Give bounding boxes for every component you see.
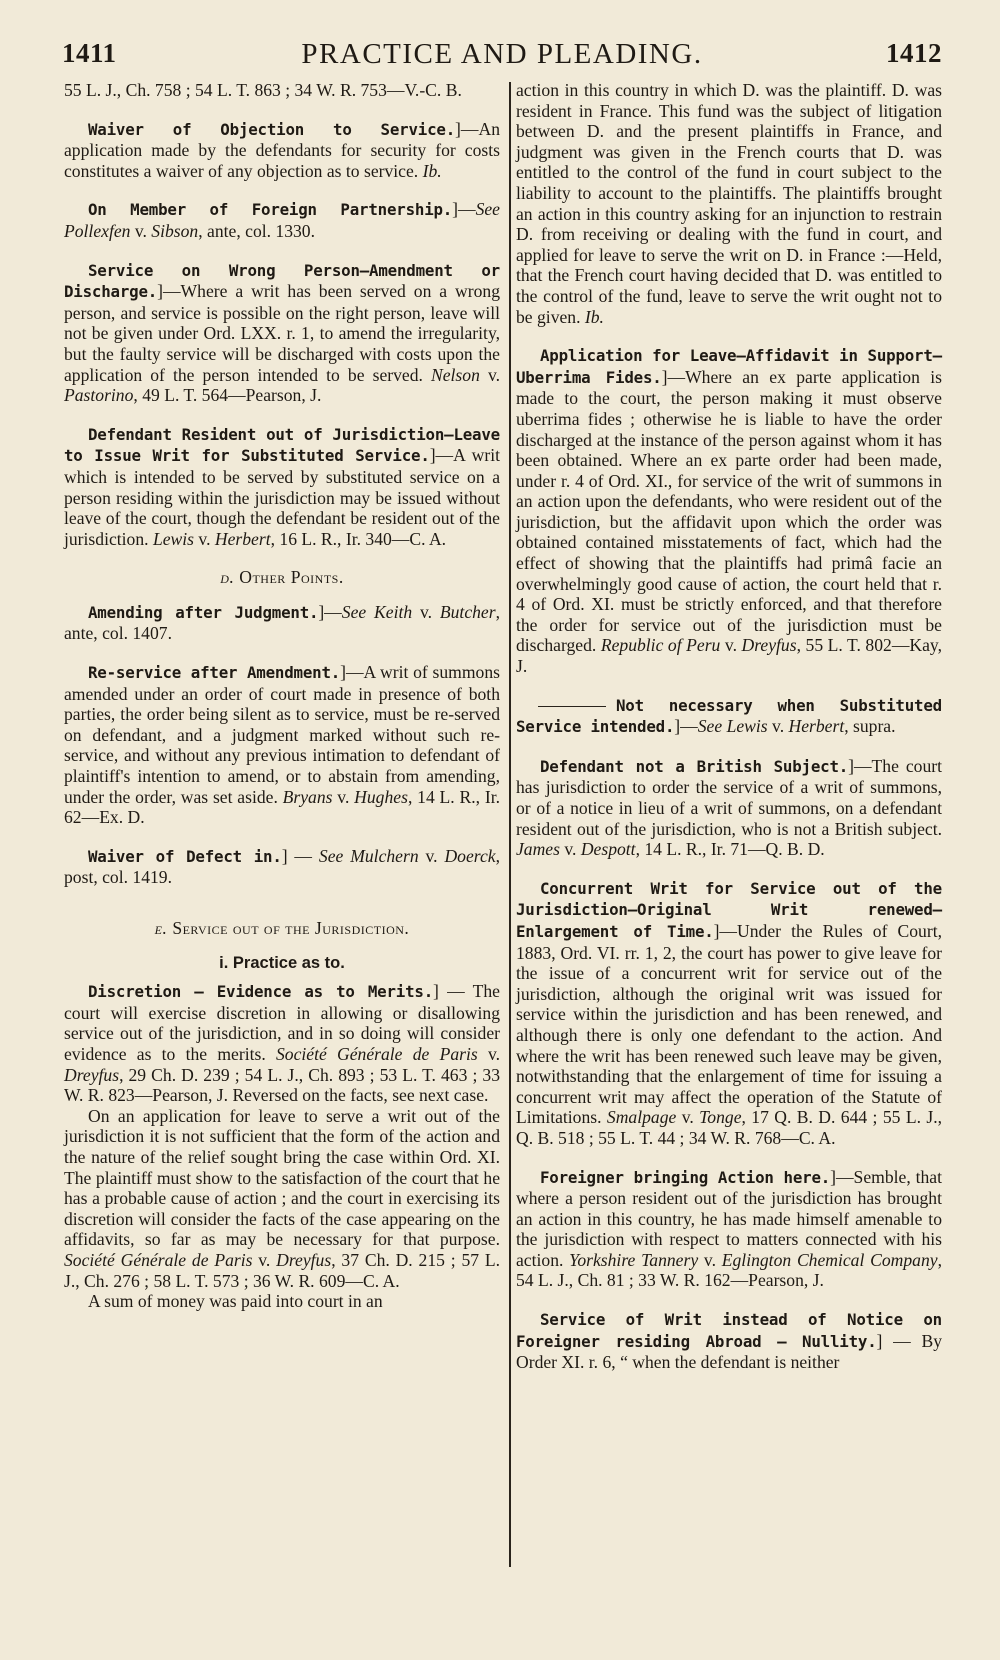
entry-heading: Service on Wrong Person—Amendment or Discharge. <box>64 260 500 302</box>
ditto-dash <box>538 706 606 707</box>
entry-heading: Defendant Resident out of Jurisdiction—Leave to Issue Writ for Substituted Service. <box>64 424 500 466</box>
entry-wrong-person: Service on Wrong Person—Amendment or Discharge.]—Where a writ has been served on a wrong person, and service is possible on the right person, leave will not be given under Ord. LXX. r. 1, to amend the irregularity, but the faulty service will be discharged with costs upon the application of the person intended to be served. Nelson v. Pastorino, 49 L. T. 564—Pearson, J. <box>64 260 500 406</box>
entry-heading: On Member of Foreign Partnership. <box>88 200 453 220</box>
left-column <box>64 80 500 1312</box>
entry-concurrent-writ: Concurrent Writ for Service out of the Jurisdiction—Original Writ renewed—Enlargement of Time.]—Under the Rules of Court, 1883, Ord. VI. rr. 1, 2, the court has power to give leave for the issue of a concurrent writ for service out of the jurisdiction, although the original writ was issued for service within the jurisdiction and has been renewed, and although there is only one defendant to the action. And where the writ has been renewed such leave may be given, notwithstanding that the enlargement of time for issuing a concurrent writ may affect the operation of the Statute of Limitations. Smalpage v. Tonge, 17 Q. B. D. 644 ; 55 L. J., Q. B. 518 ; 55 L. T. 44 ; 34 W. R. 768—C. A. <box>516 878 942 1148</box>
page-header <box>62 38 942 78</box>
entry-heading: Concurrent Writ for Service out of the Jurisdiction—Original Writ renewed—Enlargement of Time. <box>516 878 942 941</box>
running-title: PRACTICE AND PLEADING. <box>301 38 703 70</box>
entry-waiver-defect: Waiver of Defect in.] — See Mulchern v. Doerck, post, col. 1419. <box>64 845 500 888</box>
entry-heading: Not necessary when Substituted Service intended. <box>516 695 942 737</box>
entry-foreigner-action: Foreigner bringing Action here.]—Semble, that where a person resident out of the jurisdiction has brought an action in this country, he has made himself amenable to the jurisdiction with respect to matters connected with his action. Yorkshire Tannery v. Eglington Chemical Company, 54 L. J., Ch. 81 ; 33 W. R. 162—Pearson, J. <box>516 1166 942 1291</box>
continuation-citation: 55 L. J., Ch. 758 ; 54 L. T. 863 ; 34 W. R. 753—V.-C. B. <box>64 80 462 100</box>
column-number-right: 1412 <box>886 38 942 68</box>
entry-resident-out-of-jurisdiction: Defendant Resident out of Jurisdiction—Leave to Issue Writ for Substituted Service.]—A writ which is intended to be served by substituted service on a person residing within the jurisdiction may be issued without leave of the court, though the defendant be resident out of the jurisdiction. Lewis v. Herbert, 16 L. R., Ir. 340—C. A. <box>64 424 500 549</box>
entry-heading: Amending after Judgment. <box>88 602 319 622</box>
entry-not-british-subject: Defendant not a British Subject.]—The court has jurisdiction to order the service of a writ of summons, or of a notice in lieu of a writ of summons, on a defendant resident out of the jurisdiction, who is not a British subject. James v. Despott, 14 L. R., Ir. 71—Q. B. D. <box>516 755 943 860</box>
entry-amending-after-judgment: Amending after Judgment.]—See Keith v. Butcher, ante, col. 1407. <box>64 601 500 644</box>
entry-heading: Service of Writ instead of Notice on Foreigner residing Abroad — Nullity. <box>516 1310 942 1351</box>
entry-affidavit-uberrima-fides: Application for Leave—Affidavit in Support—Uberrima Fides.]—Where an ex parte application is made to the court, the person making it must observe uberrima fides ; otherwise he is liable to have the order discharged at the instance of the person against whom it has been obtained. Where an ex parte order had been made, under r. 4 of Ord. XI., for service of the writ of summons in an action upon the defendants, who were resident out of the jurisdiction, but the affidavit upon which the order was obtained contained misstatements of fact, which had the effect of showing that the plaintiffs had primâ facie an overwhelmingly good cause of action, the court held that r. 4 of Ord. XI. must be strictly enforced, and that therefore the order for service out of the jurisdiction must be discharged. Republic of Peru v. Dreyfus, 55 L. T. 802—Kay, J. <box>516 346 942 677</box>
entry-discretion: Discretion — Evidence as to Merits.] — The court will exercise discretion in allowing or disallowing service out of the jurisdiction, and in so doing will consider evidence as to the merits. Société Générale de Paris v. Dreyfus, 29 Ch. D. 239 ; 54 L. J., Ch. 893 ; 53 L. T. 463 ; 33 W. R. 823—Pearson, J. Reversed on the facts, see next case. <box>64 981 501 1106</box>
section-heading-e: e. Service out of the Jurisdiction. <box>154 918 410 938</box>
entry-heading: Foreigner bringing Action here. <box>540 1167 831 1187</box>
section-heading-d: d. Other Points. <box>220 567 344 588</box>
entry-re-service: Re-service after Amendment.]—A writ of summons amended under an order of court made in presence of both parties, the order being silent as to service, must be re-served on defendant, and a judgment marked without such re-service, and without any previous intimation to defendant of plaintiff's intention to amend, or to abstain from amending, under the order, was set aside. Bryans v. Hughes, 14 L. R., Ir. 62—Ex. D. <box>64 662 500 828</box>
paragraph-application-leave: On an application for leave to serve a writ out of the jurisdiction it is not sufficient that the form of the action and the nature of the relief sought bring the case within Ord. XI. The plaintiff must show to the satisfaction of the court that he has a probable cause of action ; and the court in exercising its discretion will consider the facts of the case appearing on the affidavits, so far as may be necessary for that purpose. Société Générale de Paris v. Dreyfus, 37 Ch. D. 215 ; 57 L. J., Ch. 276 ; 58 L. T. 573 ; 36 W. R. 609—C. A. <box>64 1105 500 1291</box>
right-column <box>516 80 942 1373</box>
entry-heading: Application for Leave—Affidavit in Support—Uberrima Fides. <box>516 346 942 387</box>
paragraph-sum-of-money: A sum of money was paid into court in an <box>88 1291 383 1312</box>
entry-foreign-partnership: On Member of Foreign Partnership.]—See Pollexfen v. Sibson, ante, col. 1330. <box>64 199 500 241</box>
entry-heading: Waiver of Defect in. <box>88 846 282 866</box>
entry-service-instead-of-notice: Service of Writ instead of Notice on Foreigner residing Abroad — Nullity.] — By Order XI. r. 6, “ when the defendant is neither <box>516 1310 943 1373</box>
entry-waiver-objection: Waiver of Objection to Service.]—An application made by the defendants for security for costs constitutes a waiver of any objection as to service. Ib. <box>64 118 500 181</box>
entry-substituted-service: Not necessary when Substituted Service intended.]—See Lewis v. Herbert, supra. <box>516 695 942 737</box>
entry-heading: Waiver of Objection to Service. <box>88 119 456 139</box>
subsection-heading: i. Practice as to. <box>219 953 345 972</box>
entry-heading: Defendant not a British Subject. <box>540 756 849 776</box>
column-divider <box>509 82 511 1567</box>
column-number-left: 1411 <box>62 38 117 68</box>
entry-heading: Re-service after Amendment. <box>88 663 341 683</box>
continuation-paragraph: action in this country in which D. was the plaintiff. D. was resident in France. This fund was the subject of litigation between D. and the present plaintiffs in France, and judgment was given in the French courts that D. was entitled to the control of the fund in court subject to the liability to account to the plaintiffs. The plaintiffs brought an action in this country asking for an injunction to restrain D. from receiving or dealing with the fund in court, and applied for leave to serve the writ on D. in France :—Held, that the French court having decided that D. was entitled to the control of the fund, leave to serve the writ ought not to be given. Ib. <box>516 80 942 327</box>
entry-heading: Discretion — Evidence as to Merits. <box>88 982 434 1002</box>
